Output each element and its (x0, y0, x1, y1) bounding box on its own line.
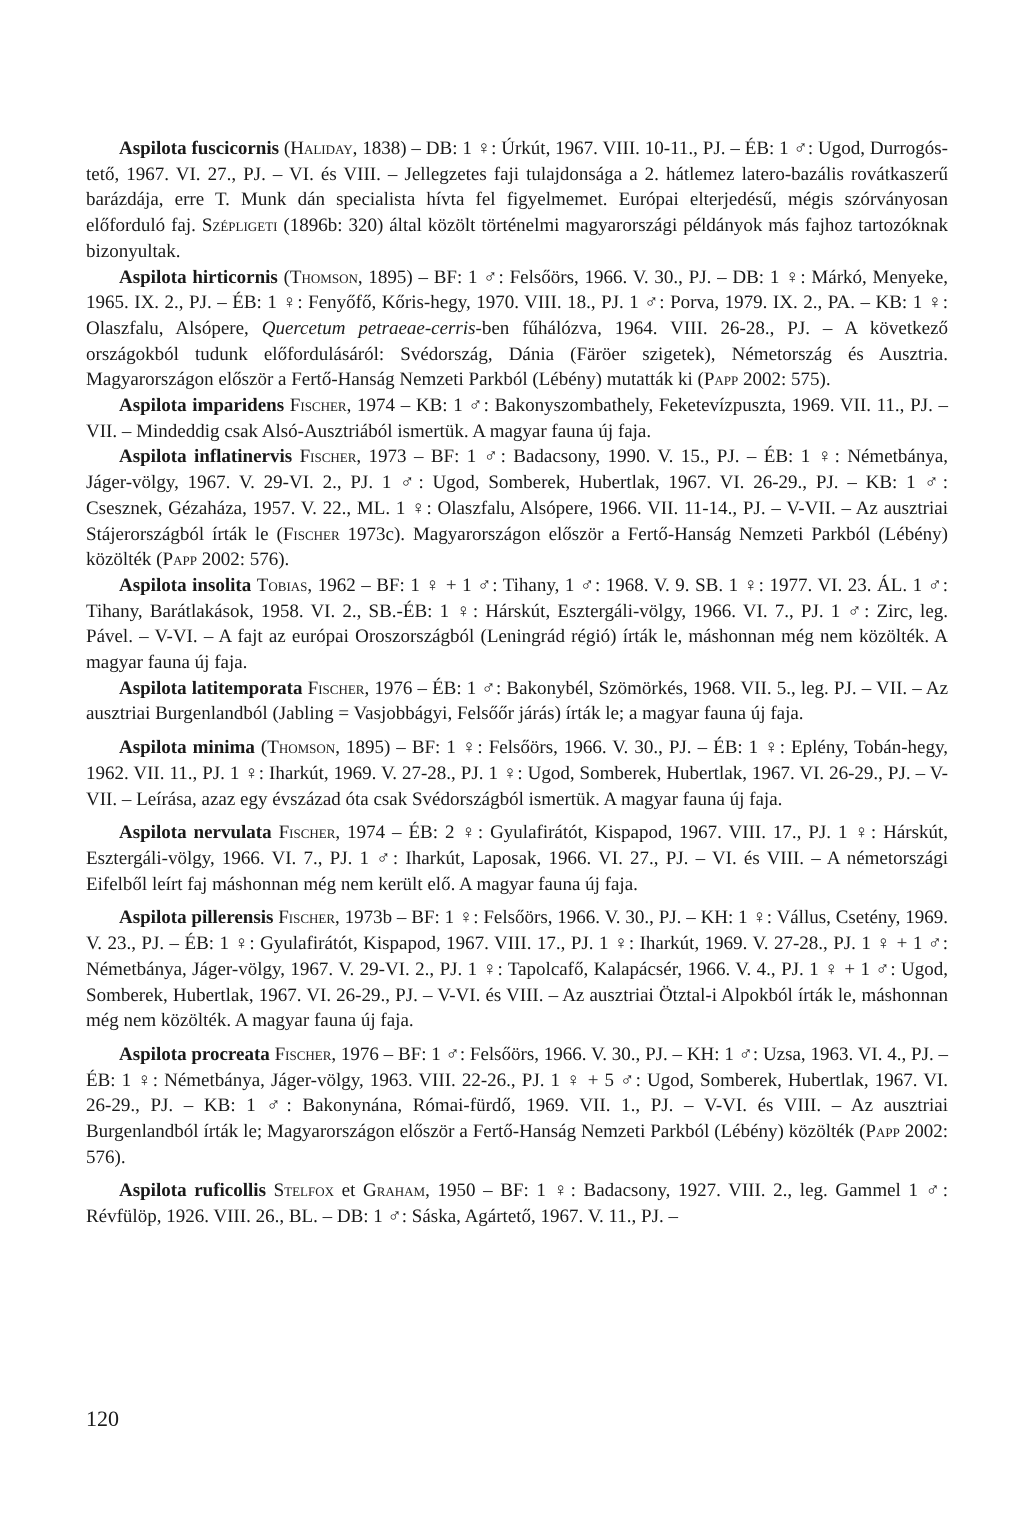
author-name: Fischer (282, 523, 340, 545)
species-entry (86, 265, 948, 394)
entry-text: , 1974 – KB: 1 ♂: Bakonyszombathely, Feketevízpuszta, 1969. VII. 11., PJ. – VII. – Mindeddig csak Alsó-Ausztriából ismertük. A magyar fauna új faja. (86, 395, 949, 442)
species-name: Aspilota procreata (119, 1043, 270, 1065)
entry-text (266, 1180, 274, 1201)
entry-text: , 1976 – BF: 1 ♂: Felsőörs, 1966. V. 30., PJ. – KH: 1 ♂: Uzsa, 1963. VI. 4., PJ. – ÉB: 1 ♀: Németbánya, Jáger-völgy, 1963. VIII. 22-26., PJ. 1 ♀ + 5 ♂: Ugod, Somberek, Hubertlak, 1967. VI. 26-29., PJ. – KB: 1 ♂: Bakonynána, Római-fürdő, 1969. VII. 1., PJ. – V-VI. és VIII. – Az ausztriai Burgenlandból írták le; Magyarországon először a Fertő-Hanság Nemzeti Parkból (Lébény) közölték ( (86, 1043, 948, 1143)
entry-text: , 1976 – ÉB: 1 ♂: Bakonybél, Szömörkés, 1968. VII. 5., leg. PJ. – VII. – Az ausztriai Burgenlandból (Jabling = Vasjobbágyi, Felsőőr járás) írták le; a magyar fauna új faja. (86, 677, 949, 725)
author-name: Papp (703, 369, 739, 391)
author-name: Papp (162, 549, 197, 571)
entry-text: 2002: 575). (738, 369, 831, 391)
author-name: Stelfox (273, 1180, 335, 1202)
species-entry (86, 676, 948, 727)
page-body (86, 136, 948, 1230)
author-name: Haliday (290, 138, 353, 159)
species-entry (86, 820, 948, 897)
entry-text: , 1950 – BF: 1 ♀: Badacsony, 1927. VIII. 2., leg. Gammel 1 ♂: Révfülöp, 1926. VIII. 26., BL. – DB: 1 ♂: Sáska, Agártető, 1967. V. 11., PJ. – (86, 1180, 948, 1228)
species-name: Aspilota inflatinervis (119, 446, 293, 468)
page-number: 120 (86, 1406, 119, 1431)
entry-text: ( (254, 737, 268, 759)
author-name: Fischer (299, 446, 357, 468)
entry-text: ( (279, 138, 291, 159)
species-name: Aspilota nervulata (119, 822, 272, 844)
species-name: Aspilota hirticornis (119, 266, 278, 288)
author-name: Thomson (289, 266, 358, 288)
author-name: Szépligeti (201, 215, 278, 237)
author-name: Tobias (256, 574, 308, 596)
species-name: Aspilota insolita (119, 574, 252, 596)
entry-text: 2002: 576). (86, 1121, 948, 1168)
italic-term: Quercetum petraeae-cerris (261, 317, 476, 339)
species-name: Aspilota latitemporata (119, 677, 303, 699)
entry-text: ( (277, 266, 290, 288)
entry-text (292, 446, 299, 467)
author-name: Fischer (289, 395, 347, 417)
species-entry (86, 735, 948, 812)
species-entry (86, 905, 948, 1034)
species-entry (86, 573, 948, 676)
author-name: Papp (865, 1121, 900, 1143)
species-entry (86, 444, 948, 573)
entry-text: , 1973 – BF: 1 ♂: Badacsony, 1990. V. 15., PJ. – ÉB: 1 ♀: Németbánya, Jáger-völgy, 1967. V. 29-VI. 2., PJ. 1 ♂: Ugod, Somberek, Hubertlak, 1967. VI. 26-29., PJ. – KB: 1 ♂: Csesznek, Gézaháza, 1957. V. 22., ML. 1 ♀: Olaszfalu, Alsópere, 1966. VII. 11-14., PJ. – V-VII. – Az ausztriai Stájerországból írták le ( (86, 446, 949, 545)
species-name: Aspilota ruficollis (119, 1180, 266, 1202)
entry-text: , 1895) – BF: 1 ♀: Felsőörs, 1966. V. 30., PJ. – ÉB: 1 ♀: Eplény, Tobán-hegy, 1962. VII. 11., PJ. 1 ♀: Iharkút, 1969. V. 27-28., PJ. 1 ♀: Ugod, Somberek, Hubertlak, 1967. VI. 26-29., PJ. – V-VII. – Leírása, azaz egy évszázad óta csak Svédországból ismertük. A magyar fauna új faja. (86, 737, 948, 810)
entry-text (272, 822, 279, 843)
entry-text: (1896b: 320) által közölt történelmi magyarországi példányok más fajhoz tartozóknak bizonyultak. (86, 215, 948, 262)
species-name: Aspilota minima (119, 737, 255, 759)
species-name: Aspilota fuscicornis (119, 138, 280, 159)
entry-text: 2002: 576). (196, 549, 290, 571)
author-name: Fischer (278, 907, 336, 929)
entry-text: , 1838) – DB: 1 ♀: Úrkút, 1967. VIII. 10-11., PJ. – ÉB: 1 ♂: Ugod, Durrogós-tető, 1967. VI. 27., PJ. – VI. és VIII. – Jellegzetes faji tulajdonsága a 2. hátlemez latero-bazális rovátkaszerű barázdája, erre T. Munk dán specialista hívta fel figyelmemet. Európai elterjedésű, mégis szórványosan előforduló faj. (86, 138, 948, 237)
author-name: Graham (362, 1180, 426, 1202)
species-entry (86, 393, 948, 444)
entry-text: , 1974 – ÉB: 2 ♀: Gyulafirátót, Kispapod, 1967. VIII. 17., PJ. 1 ♀: Hárskút, Esztergáli-völgy, 1966. VI. 7., PJ. 1 ♂: Iharkút, Laposak, 1966. VI. 27., PJ. – VI. és VIII. – A németországi Eifelből leírt faj máshonnan még nem került elő. A magyar fauna új faja. (86, 822, 948, 895)
author-name: Fischer (307, 677, 365, 699)
species-name: Aspilota pillerensis (119, 907, 274, 929)
entry-text: -ben fűhálózva, 1964. VIII. 26-28., PJ. – A következő országokból tudunk előfordulásáról: Svédország, Dánia (Färöer szigetek), Németország és Ausztria. Magyarországon először a Fertő-Hanság Nemzeti Parkból (Lébény) mutatták ki ( (86, 317, 949, 391)
author-name: Fischer (274, 1043, 332, 1065)
entry-text: , 1962 – BF: 1 ♀ + 1 ♂: Tihany, 1 ♂: 1968. V. 9. SB. 1 ♀: 1977. VI. 23. ÁL. 1 ♂: Tihany, Barátlakások, 1958. VI. 2., SB.-ÉB: 1 ♀: Hárskút, Esztergáli-völgy, 1966. VI. 7., PJ. 1 ♂: Zirc, leg. Pável. – V-VI. – A fajt az európai Oroszországból (Leningrád régió) írták le, máshonnan még nem közölték. A magyar fauna új faja. (86, 574, 949, 674)
species-entry (86, 1042, 948, 1171)
author-name: Thomson (267, 737, 336, 759)
species-entry (86, 1178, 948, 1229)
entry-text: 1973c). Magyarországon először a Fertő-Hanság Nemzeti Parkból (Lébény) közölték ( (86, 523, 948, 571)
author-name: Fischer (278, 822, 336, 844)
entry-text: et (334, 1180, 363, 1202)
entry-text: , 1973b – BF: 1 ♀: Felsőörs, 1966. V. 30., PJ. – KH: 1 ♀: Vállus, Csetény, 1969. V. 23., PJ. – ÉB: 1 ♀: Gyulafirátót, Kispapod, 1967. VIII. 17., PJ. 1 ♀: Iharkút, 1969. V. 27-28., PJ. 1 ♀ + 1 ♂: Németbánya, Jáger-völgy, 1967. V. 29-VI. 2., PJ. 1 ♀: Tapolcafő, Kalapácsér, 1966. V. 4., PJ. 1 ♀ + 1 ♂: Ugod, Somberek, Hubertlak, 1967. VI. 26-29., PJ. – V-VI. és VIII. – Az ausztriai Ötztal-i Alpokból írták le, máshonnan még nem közölték. A magyar fauna új faja. (86, 907, 949, 1032)
entry-text: , 1895) – BF: 1 ♂: Felsőörs, 1966. V. 30., PJ. – DB: 1 ♀: Márkó, Menyeke, 1965. IX. 2., PJ. – ÉB: 1 ♀: Fenyőfő, Kőris-hegy, 1970. VIII. 18., PJ. 1 ♂: Porva, 1979. IX. 2., PA. – KB: 1 ♀: Olaszfalu, Alsópere, (86, 266, 949, 339)
species-name: Aspilota imparidens (119, 395, 285, 417)
species-entry (86, 136, 948, 265)
